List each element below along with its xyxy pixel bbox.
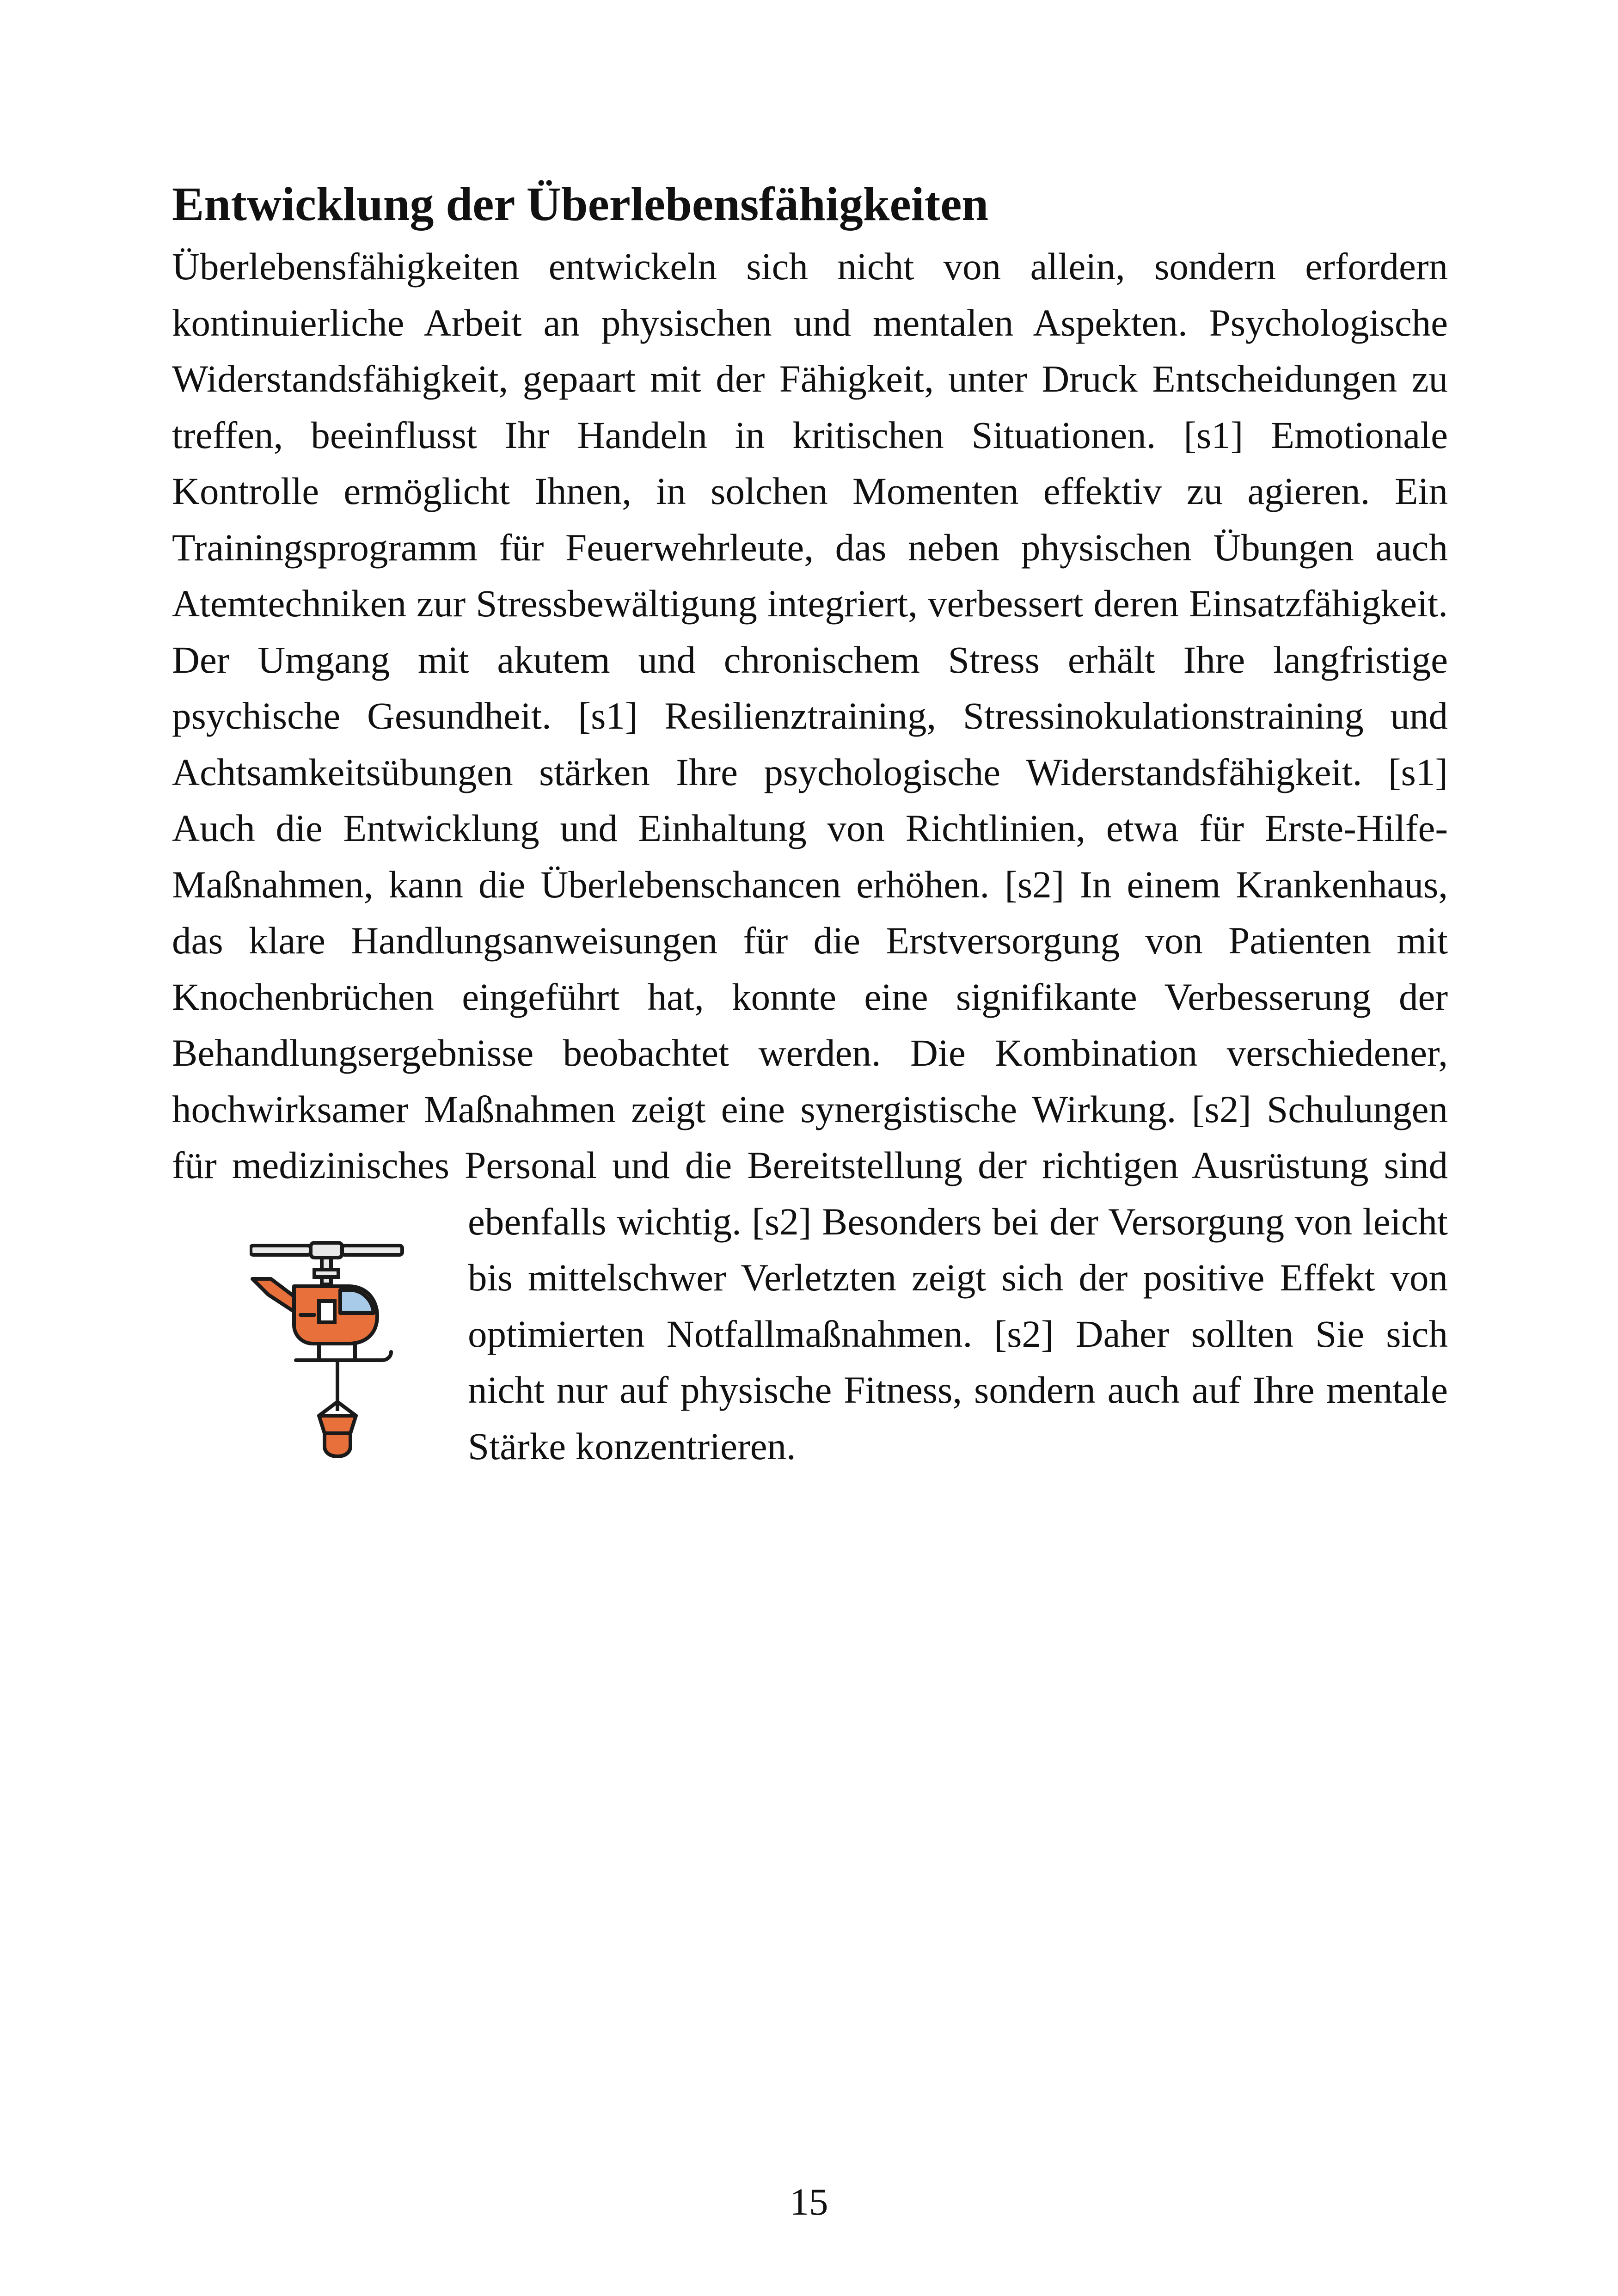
section-heading: Entwicklung der Überlebensfähigkeiten (172, 178, 989, 231)
rescue-helicopter-icon (250, 1239, 407, 1461)
page-number: 15 (790, 2180, 828, 2223)
body-paragraph: Überlebensfähigkeiten entwickeln sich nicht von allein, sondern erfordern kontinuierliche Arbeit an physischen und mentalen Aspekten. Psychologische Widerstandsfähigkeit, gepaart mit der Fähigkeit, unter Druck Entscheidungen zu treffen, beeinflusst Ihr Handeln in kritischen Situationen. [s1] Emotionale Kontrolle ermöglicht Ihnen, in solchen Momenten effektiv zu agieren. Ein Trainingsprogramm für Feuerwehrleute, das neben physischen Übungen auch Atemtechniken zur Stressbewältigung integriert, verbessert deren Einsatzfähigkeit. Der Umgang mit akutem und chronischem Stress erhält Ihre langfristige psychische Gesundheit. [s1] Resilienztraining, Stressinokulationstraining und Achtsamkeitsübungen stärken Ihre psychologische Widerstandsfähigkeit. [s1] Auch die Entwicklung und Einhaltung von Richtlinien, etwa für Erste-Hilfe-Maßnahmen, kann die Überlebenschancen erhöhen. [s2] In einem Krankenhaus, das klare Handlungsanweisungen für die Erstversorgung von Patienten mit Knochenbrüchen eingeführt hat, konnte eine signifikante Verbesserung der Behandlungsergebnisse beobachtet werden. Die Kombination verschiedener, hochwirksamer Maßnahmen zeigt eine synergistische Wirkung. [s2] Schulungen für medizinisches Personal und die Bereitstellung der richtigen Ausrüstung sind ebenfalls wichtig. [s2] Besonders bei der Versorgung von leicht bis mittelschwer Verletzten zeigt sich der positive Effekt von optimierten Notfallmaßnahmen. [s2] Daher sollten Sie sich nicht nur auf physische Fitness, sondern auch auf Ihre mentale Stärke konzentrieren. (172, 245, 1448, 1467)
